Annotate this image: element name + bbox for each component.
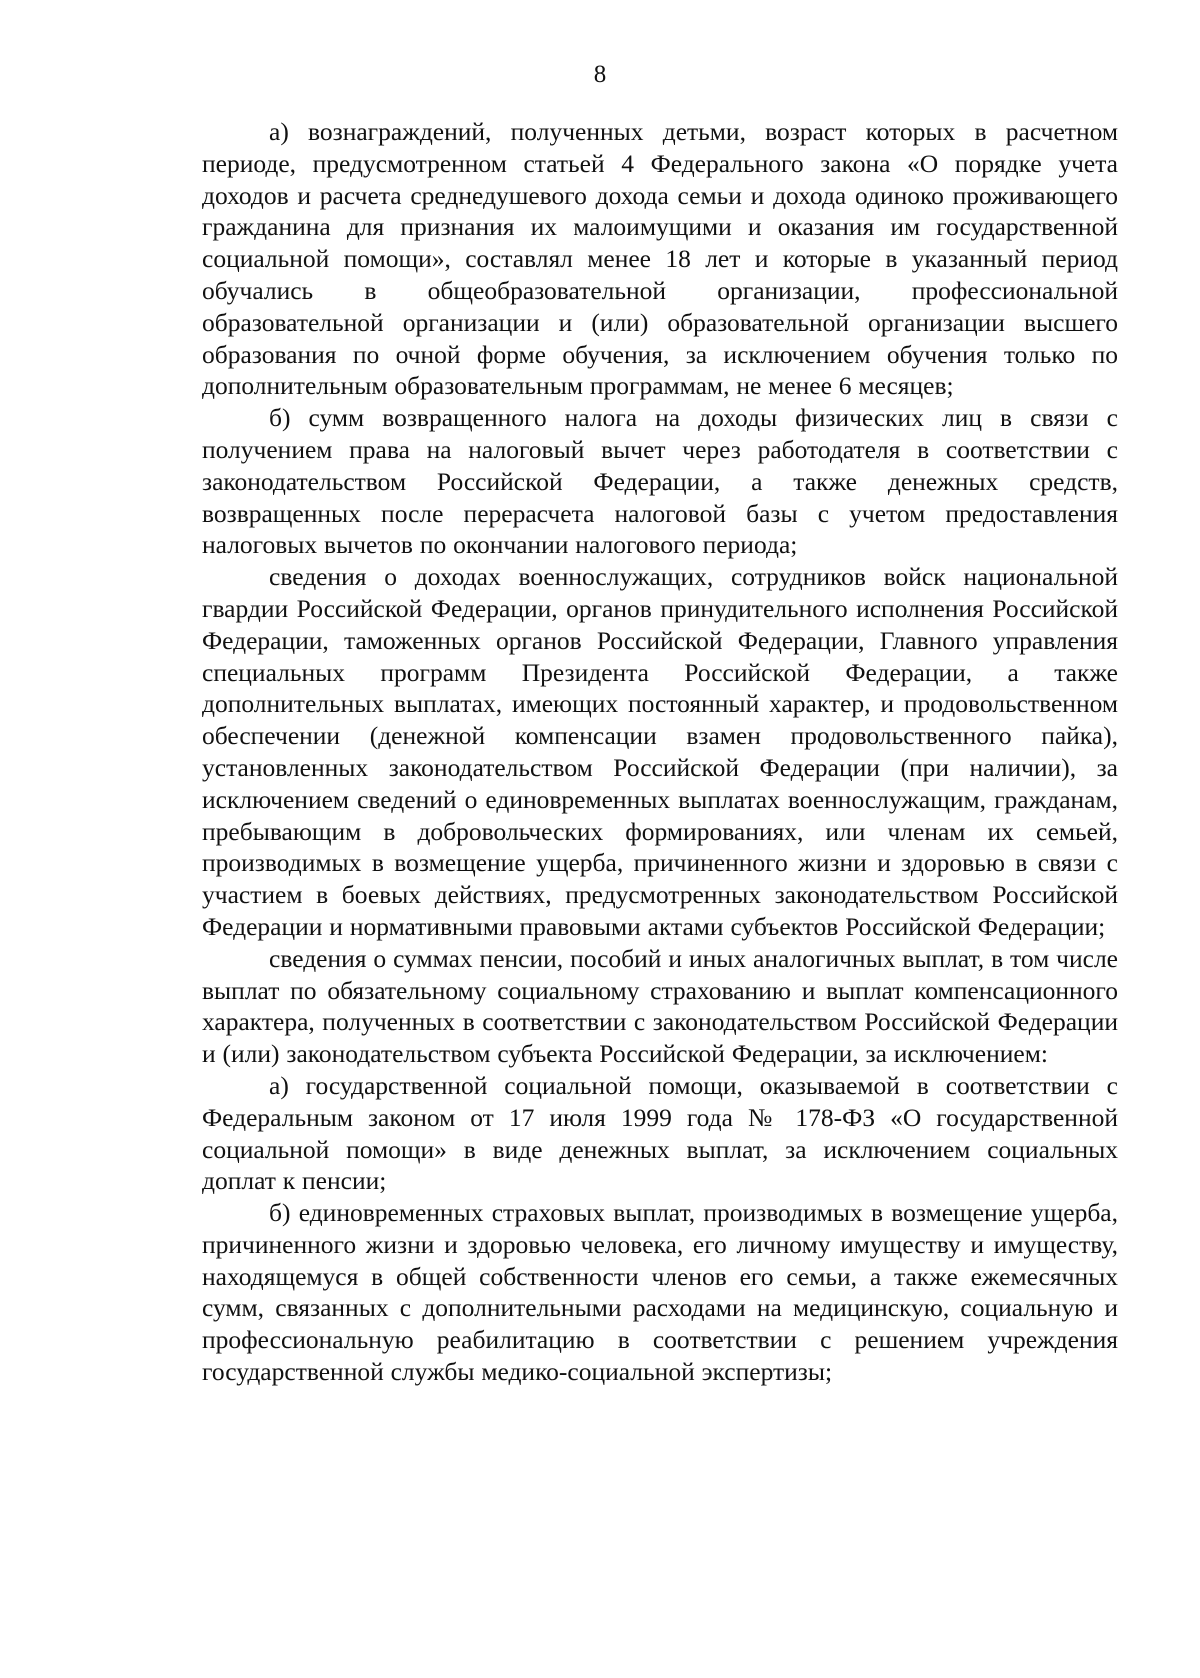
- paragraph-a-state-assistance: а) государственной социальной помощи, оказываемой в соответствии с Федеральным законом от 17 июля 1999 года № 178-ФЗ «О государственной социальной помощи» в виде денежных выплат, за исключением социальных доплат к пенсии;: [202, 1070, 1118, 1196]
- paragraph-a-rewards: а) вознаграждений, полученных детьми, возраст которых в расчетном периоде, предусмотренном статьей 4 Федерального закона «О порядке учета доходов и расчета среднедушевого дохода семьи и дохода одиноко проживающего гражданина для признания их малоимущими и оказания им государственной социальной помощи», составлял менее 18 лет и которые в указанный период обучались в общеобразовательной организации, профессиональной образовательной организации и (или) образовательной организации высшего образования по очной форме обучения, за исключением обучения только по дополнительным образовательным программам, не менее 6 месяцев;: [202, 117, 1118, 401]
- document-body: [202, 116, 1118, 1388]
- paragraph-pensions-benefits: сведения о суммах пенсии, пособий и иных аналогичных выплат, в том числе выплат по обязательному социальному страхованию и выплат компенсационного характера, полученных в соответствии с законодательством Российской Федерации и (или) законодательством субъекта Российской Федерации, за исключением:: [202, 943, 1118, 1069]
- page-number: 8: [593, 61, 607, 88]
- paragraph-b-insurance-payments: б) единовременных страховых выплат, производимых в возмещение ущерба, причиненного жизни и здоровью человека, его личному имуществу и имуществу, находящемуся в общей собственности членов его семьи, а также ежемесячных сумм, связанных с дополнительными расходами на медицинскую, социальную и профессиональную реабилитацию в соответствии с решением учреждения государственной службы медико-социальной экспертизы;: [202, 1198, 1118, 1387]
- paragraph-b-tax-refund: б) сумм возвращенного налога на доходы физических лиц в связи с получением права на налоговый вычет через работодателя в соответствии с законодательством Российской Федерации, а также денежных средств, возвращенных после перерасчета налоговой базы с учетом предоставления налоговых вычетов по окончании налогового периода;: [202, 403, 1118, 560]
- paragraph-military-income: сведения о доходах военнослужащих, сотрудников войск национальной гвардии Российской Федерации, органов принудительного исполнения Российской Федерации, таможенных органов Российской Федерации, Главного управления специальных программ Президента Российской Федерации, а также дополнительных выплатах, имеющих постоянный характер, и продовольственном обеспечении (денежной компенсации взамен продовольственного пайка), установленных законодательством Российской Федерации (при наличии), за исключением сведений о единовременных выплатах военнослужащим, гражданам, пребывающим в добровольческих формированиях, или членам их семьей, производимых в возмещение ущерба, причиненного жизни и здоровью в связи с участием в боевых действиях, предусмотренных законодательством Российской Федерации и нормативными правовыми актами субъектов Российской Федерации;: [202, 562, 1118, 941]
